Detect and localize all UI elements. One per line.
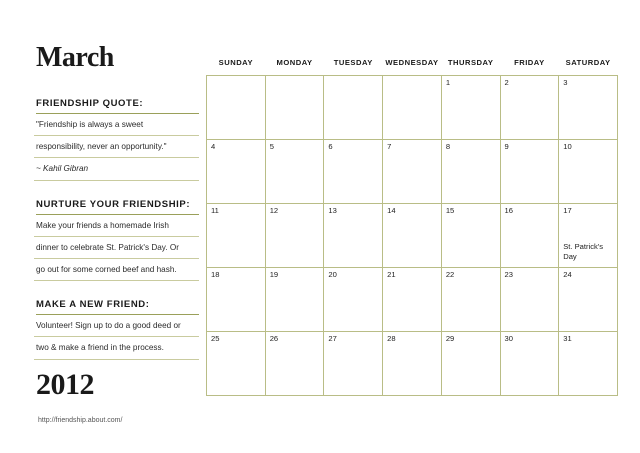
day-cell[interactable] (441, 204, 500, 268)
day-cell[interactable] (500, 140, 559, 204)
page-title: March (36, 42, 114, 73)
weekday-header-row (207, 58, 618, 76)
day-cell[interactable] (441, 268, 500, 332)
section-line: "Friendship is always a sweet (34, 114, 199, 136)
weekday-header: MONDAY (276, 58, 313, 67)
day-cell[interactable] (559, 76, 618, 140)
source-url: http://friendship.about.com/ (38, 417, 123, 424)
day-cell[interactable] (441, 332, 500, 396)
weekday-header: SATURDAY (565, 58, 611, 67)
day-cell[interactable] (265, 332, 324, 396)
day-cell[interactable] (324, 204, 383, 268)
day-number: 17 (563, 206, 572, 215)
day-number: 14 (387, 206, 396, 215)
week-row (207, 268, 618, 332)
day-number: 16 (504, 206, 513, 215)
empty-day-cell (207, 76, 266, 140)
day-cell[interactable] (500, 204, 559, 268)
day-number: 9 (504, 142, 509, 151)
weekday-header: WEDNESDAY (385, 58, 439, 67)
day-number: 25 (211, 334, 220, 343)
day-number: 31 (563, 334, 572, 343)
day-cell[interactable] (383, 140, 442, 204)
day-number: 18 (211, 270, 220, 279)
day-cell[interactable] (324, 268, 383, 332)
day-number: 27 (328, 334, 337, 343)
day-number: 23 (504, 270, 513, 279)
section-heading: MAKE A NEW FRIEND: (36, 299, 199, 315)
day-cell[interactable] (559, 140, 618, 204)
day-cell[interactable] (265, 140, 324, 204)
day-number: 4 (211, 142, 216, 151)
day-cell[interactable] (441, 76, 500, 140)
day-cell[interactable] (383, 332, 442, 396)
day-number: 3 (563, 78, 568, 87)
text-sections (34, 98, 199, 360)
section-line: Make your friends a homemade Irish (34, 215, 199, 237)
day-cell[interactable] (559, 204, 618, 268)
day-number: 1 (445, 78, 451, 87)
day-cell[interactable] (559, 332, 618, 396)
section-line: go out for some corned beef and hash. (34, 259, 199, 281)
weekday-header: TUESDAY (333, 58, 373, 67)
day-cell[interactable] (500, 268, 559, 332)
year-label: 2012 (36, 368, 94, 401)
empty-day-cell (265, 76, 324, 140)
day-number: 11 (211, 206, 219, 215)
section-line: two & make a friend in the process. (34, 337, 199, 359)
section-heading: FRIENDSHIP QUOTE: (36, 98, 199, 114)
day-number: 12 (269, 206, 279, 215)
day-number: 7 (387, 142, 392, 151)
day-cell[interactable] (383, 204, 442, 268)
day-cell[interactable] (500, 76, 559, 140)
day-number: 8 (445, 142, 451, 151)
section-heading: NURTURE YOUR FRIENDSHIP: (36, 199, 199, 215)
day-number: 19 (269, 270, 279, 279)
calendar-sheet (20, 18, 620, 436)
text-block (34, 199, 199, 282)
day-number: 6 (328, 142, 333, 151)
day-number: 29 (445, 334, 455, 343)
day-cell[interactable] (324, 332, 383, 396)
empty-day-cell (324, 76, 383, 140)
day-number: 28 (387, 334, 396, 343)
day-number: 5 (269, 142, 274, 151)
day-cell[interactable] (559, 268, 618, 332)
section-line: ~ Kahil Gibran (34, 158, 199, 180)
day-number: 21 (387, 270, 396, 279)
section-line: dinner to celebrate St. Patrick's Day. Or (34, 237, 199, 259)
section-line: Volunteer! Sign up to do a good deed or (34, 315, 199, 337)
empty-day-cell (383, 76, 442, 140)
section-line: responsibility, never an opportunity." (34, 136, 199, 158)
day-cell[interactable] (207, 140, 266, 204)
day-cell[interactable] (207, 204, 266, 268)
day-number: 26 (269, 334, 279, 343)
day-number: 13 (328, 206, 337, 215)
day-number: 22 (445, 270, 455, 279)
day-cell[interactable] (207, 268, 266, 332)
calendar-grid (206, 58, 618, 396)
week-row (207, 204, 618, 268)
day-number: 10 (563, 142, 572, 151)
day-number: 20 (328, 270, 337, 279)
weekday-header: FRIDAY (514, 58, 545, 67)
text-block (34, 299, 199, 359)
text-block (34, 98, 199, 181)
day-cell[interactable] (324, 140, 383, 204)
day-cell[interactable] (383, 268, 442, 332)
day-event-label: St. Patrick's Day (563, 242, 604, 261)
day-cell[interactable] (441, 140, 500, 204)
day-cell[interactable] (207, 332, 266, 396)
day-number: 30 (504, 334, 513, 343)
weekday-header: THURSDAY (447, 58, 494, 67)
month-table (206, 58, 618, 396)
week-row (207, 76, 618, 140)
weekday-header: SUNDAY (218, 58, 254, 67)
week-row (207, 332, 618, 396)
day-cell[interactable] (265, 204, 324, 268)
week-row (207, 140, 618, 204)
day-cell[interactable] (265, 268, 324, 332)
day-number: 24 (563, 270, 572, 279)
day-number: 2 (504, 78, 509, 87)
day-cell[interactable] (500, 332, 559, 396)
left-column (34, 44, 199, 378)
day-number: 15 (445, 206, 455, 215)
